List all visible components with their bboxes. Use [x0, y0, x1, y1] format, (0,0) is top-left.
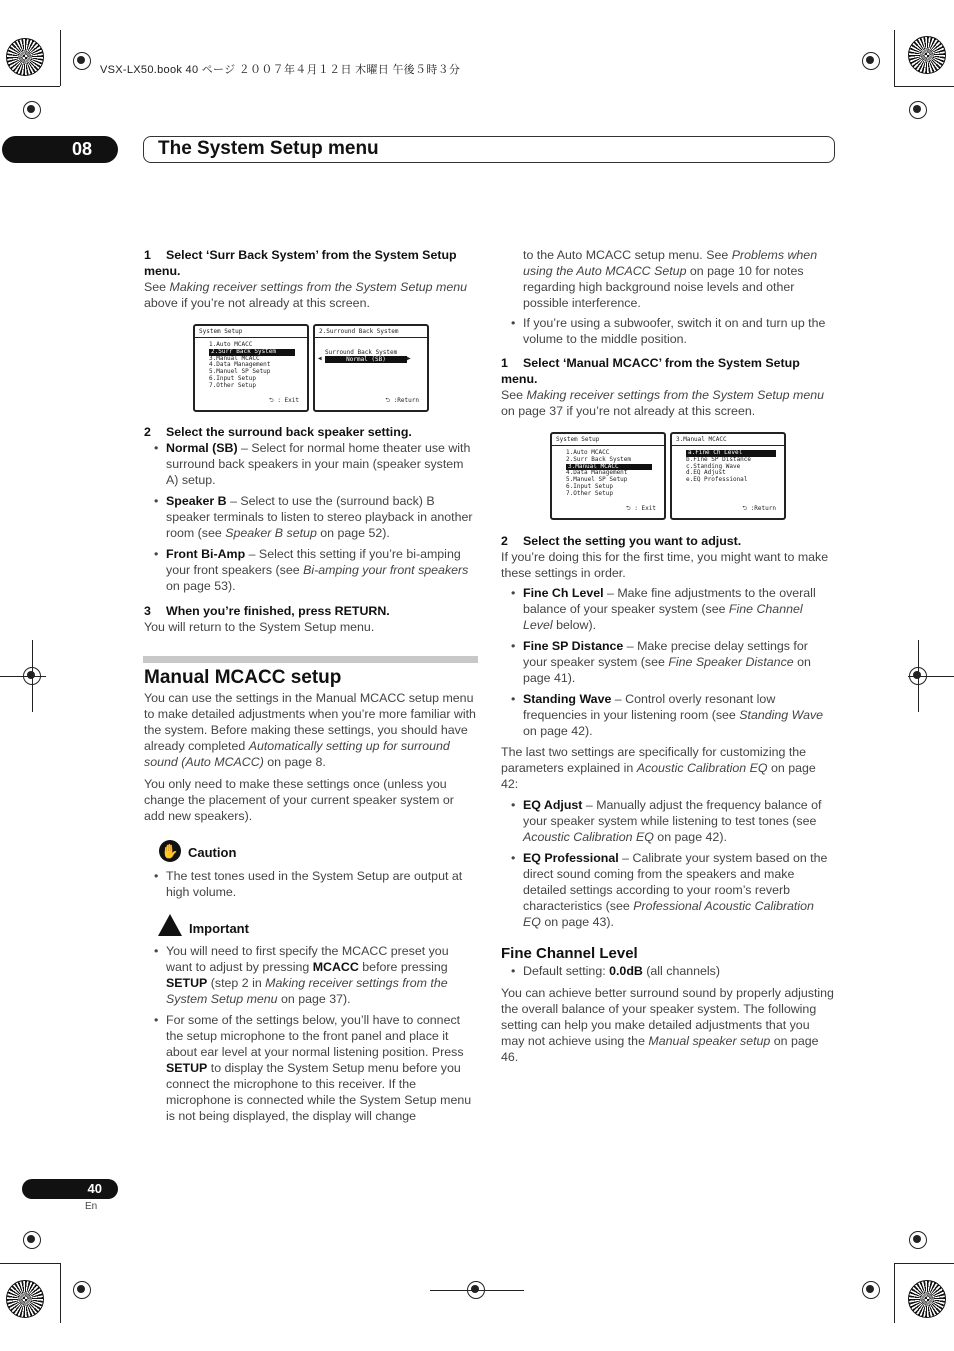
page-number-badge — [22, 1179, 118, 1199]
bullet-speaker-b: • Speaker B – Select to use the (surround back) B speaker terminals to listen to stereo playback in another room (see Speaker B setup on page 52). — [144, 493, 478, 541]
registration-mark — [906, 1228, 930, 1252]
right-column-bottom: 2 Select the setting you want to adjust. If you’re doing this for the first time, you might want to make these settings in order. • Fine Ch Level – Make fine adjustments to the overall balance of your speaker system (see Fine Channel Level below). • Fine SP Distance – Make precise delay settings for your speaker system (see Fine Speaker Distance on page 41). • Standing Wave – Control overly resonant low frequencies in your listening room (see Standing Wave on page 42). The last two settings are specifically for customizing the parameters explained in Acoustic Calibration EQ on page 42: • EQ Adjust – Manually adjust the frequency balance of your speaker system while listening to test tones (see Acoustic Calibration EQ on page 42). • EQ Professional – Calibrate your system based on the direct sound coming from the speakers and make detailed settings according to your room’s reverb characteristics (see Professional Acoustic Calibration EQ on page 43). — [501, 533, 835, 930]
osd-setting-label: Surround Back System — [325, 349, 398, 356]
osd-right-arrow: ▶ — [407, 355, 411, 362]
bullet-front-bi-amp: • Front Bi-Amp – Select this setting if you’re bi-amping your front speakers (see Bi-amping your front speakers on page 53). — [144, 546, 478, 594]
crop-line — [0, 86, 60, 87]
crop-line — [894, 1263, 954, 1264]
registration-mark — [906, 98, 930, 122]
osd-footer: ⮌ :Return — [742, 505, 776, 512]
chapter-number: 08 — [71, 139, 93, 159]
osd-menu: 1.Auto MCACC 2.Surr Back System 3.Manual MCACC 4.Data Management 5.Manuel SP Setup 6.Input Setup 7.Other Setup — [209, 342, 295, 390]
chapter-title: The System Setup menu — [158, 138, 379, 159]
bullet-standing-wave: • Standing Wave – Control overly resonant low frequencies in your listening room (see Standing Wave on page 42). — [501, 691, 835, 739]
print-mark-sunburst — [908, 1280, 946, 1318]
step-heading: 3 When you’re finished, press RETURN. — [144, 604, 390, 618]
step-heading: 1 Select ‘Surr Back System’ from the System Setup menu. — [144, 248, 457, 278]
osd-left-arrow: ◀ — [318, 355, 322, 362]
crop-line — [32, 640, 33, 712]
crop-line — [894, 1263, 895, 1323]
important-icon — [158, 914, 182, 936]
registration-mark — [70, 1278, 94, 1302]
left-step1 — [144, 247, 478, 311]
left-step2 — [144, 424, 478, 635]
chapter-number-badge — [2, 136, 118, 163]
osd-title: System Setup — [199, 328, 243, 335]
print-mark-sunburst — [6, 1280, 44, 1318]
crop-line — [894, 86, 954, 87]
caution-label: Caution — [188, 845, 237, 860]
crop-line — [60, 1263, 61, 1323]
osd-footer: ⮌ : Exit — [625, 505, 656, 512]
crop-line — [918, 640, 919, 712]
osd-footer: ⮌ : Exit — [268, 397, 299, 404]
osd-screen-system-setup-2 — [550, 432, 666, 520]
bullet-normal-sb: • Normal (SB) – Select for normal home theater use with surround back speakers in your main (speaker system A) setup. — [144, 440, 478, 488]
section-title: Manual MCACC setup — [144, 667, 342, 688]
osd-title: 2.Surround Back System — [319, 328, 399, 335]
fine-channel-level-text: • Default setting: 0.0dB (all channels) You can achieve better surround sound by properly adjusting the overall balance of your speaker system. The following setting can help you make detailed adjustments that you may not achieve using the Manual speaker setup on page 46. — [501, 963, 835, 1065]
osd-title: System Setup — [556, 436, 600, 443]
print-mark-sunburst — [908, 36, 946, 74]
caution-text: • The test tones used in the System Setup are output at high volume. — [144, 868, 478, 900]
step-text: See Making receiver settings from the System Setup menu above if you’re not already at this screen. — [144, 280, 468, 310]
fine-channel-level-heading: Fine Channel Level — [501, 945, 638, 962]
chapter-title-bar — [143, 136, 835, 163]
step-text: You will return to the System Setup menu. — [144, 620, 375, 634]
osd-screen-surround-back-system — [313, 324, 429, 412]
section-bar — [143, 656, 478, 663]
osd-screen-manual-mcacc — [670, 432, 786, 520]
crop-line — [0, 1263, 60, 1264]
osd-title: 3.Manual MCACC — [676, 436, 727, 443]
page-number: 40 — [87, 1181, 102, 1196]
osd-footer: ⮌ :Return — [385, 397, 419, 404]
bullet-eq-professional: • EQ Professional – Calibrate your system based on the direct sound coming from the speakers and make detailed settings according to your room’s reverb characteristics (see Professional Acoustic Calibration EQ on page 43). — [501, 850, 835, 930]
osd-setting-value: Normal (SB) — [325, 356, 407, 363]
osd-menu: a.Fine Ch Level b.Fine SP Distance c.Standing Wave d.EQ Adjust e.EQ Professional — [686, 450, 776, 484]
book-header: VSX-LX50.book 40 ページ ２００７年４月１２日 木曜日 午後５時３分 — [100, 64, 461, 76]
registration-mark — [20, 1228, 44, 1252]
step-heading: 1 Select ‘Manual MCACC’ from the System Setup menu. — [501, 356, 800, 386]
osd-screen-system-setup — [193, 324, 309, 412]
crop-line — [908, 676, 954, 677]
crop-line — [894, 30, 895, 86]
crop-line — [0, 676, 46, 677]
step-heading: 2 Select the setting you want to adjust. — [501, 534, 742, 548]
manual-mcacc-intro: You can use the settings in the Manual MCACC setup menu to make detailed adjustments when you’re more familiar with the system. Before making these settings, you should have already completed Automatically setting up for surround sound (Auto MCACC) on page 8. You only need to make these settings once (unless you change the placement of your current speaker system or add new speakers). — [144, 691, 476, 823]
step-heading: 2 Select the surround back speaker setting. — [144, 425, 412, 439]
bullet-eq-adjust: • EQ Adjust – Manually adjust the frequency balance of your speaker system while listening to test tones (see Acoustic Calibration EQ on page 42). — [501, 797, 835, 845]
registration-mark — [859, 1278, 883, 1302]
right-column-top: to the Auto MCACC setup menu. See Problems when using the Auto MCACC Setup on page 10 for notes regarding high background noise levels and other possible interference. • If you’re using a subwoofer, switch it on and turn up the volume to the middle position. 1 Select ‘Manual MCACC’ from the System Setup menu. See Making receiver settings from the System Setup menu on page 37 if you’re not already at this screen. — [501, 247, 835, 419]
crop-line — [430, 1290, 524, 1291]
print-mark-sunburst — [6, 38, 44, 76]
language-code: En — [85, 1201, 98, 1212]
registration-mark — [70, 49, 94, 73]
osd-menu: 1.Auto MCACC 2.Surr Back System 3.Manual MCACC 4.Data Management 5.Manuel SP Setup 6.Input Setup 7.Other Setup — [566, 450, 652, 498]
bullet-fine-ch-level: • Fine Ch Level – Make fine adjustments to the overall balance of your speaker system (see Fine Channel Level below). — [501, 585, 835, 633]
crop-line — [60, 30, 61, 86]
important-text: • You will need to first specify the MCACC preset you want to adjust by pressing MCACC before pressing SETUP (step 2 in Making receiver settings from the System Setup menu on page 37). • For some of the settings below, you’ll have to connect the setup microphone to the front panel and place it about ear level at your normal listening position. Press SETUP to display the System Setup menu before you connect the microphone to this receiver. If the microphone is connected while the System Setup menu is not being displayed, the display will change — [144, 943, 478, 1124]
registration-mark — [20, 98, 44, 122]
caution-icon: ✋ — [159, 840, 181, 862]
bullet-fine-sp-distance: • Fine SP Distance – Make precise delay settings for your speaker system (see Fine Speaker Distance on page 41). — [501, 638, 835, 686]
registration-mark — [859, 49, 883, 73]
important-label: Important — [189, 921, 249, 936]
